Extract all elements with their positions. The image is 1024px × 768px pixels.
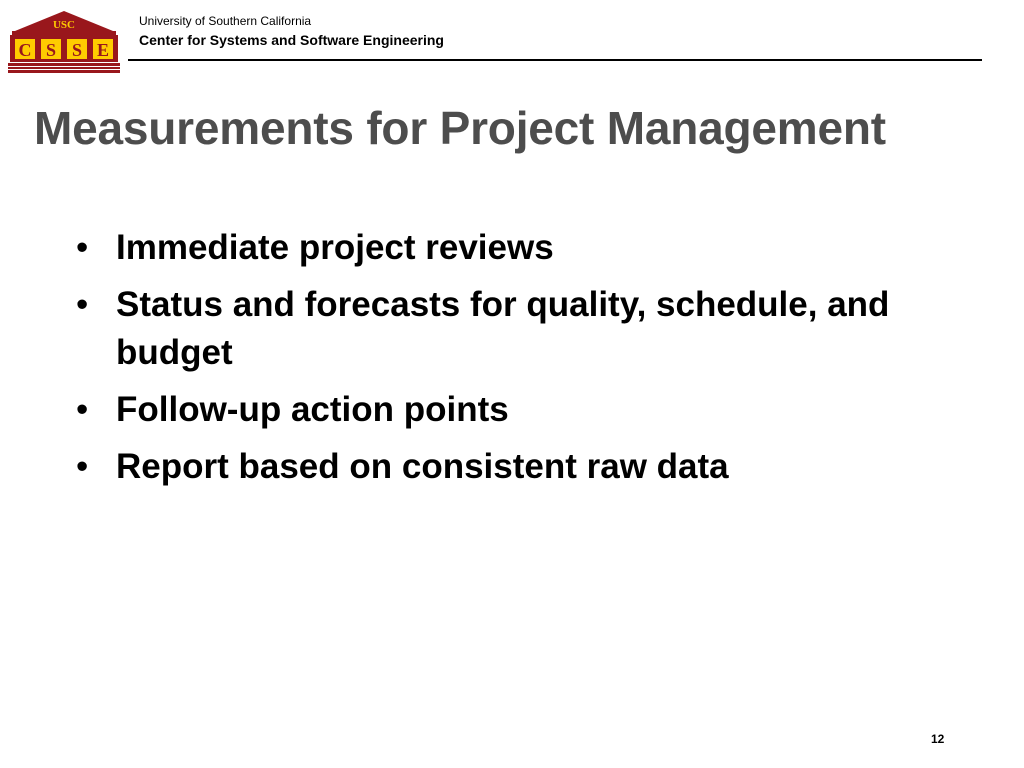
- bullet-item: [74, 281, 954, 377]
- bullet-icon: •: [76, 447, 89, 486]
- bullet-item: [74, 224, 954, 272]
- university-name: University of Southern California: [139, 14, 312, 28]
- logo-letter-s2: S: [71, 40, 83, 60]
- logo-letter-c: C: [18, 40, 32, 60]
- logo-letter-s1: S: [45, 40, 57, 60]
- header-divider: [128, 59, 982, 61]
- bullet-icon: •: [76, 228, 89, 267]
- page-number: 12: [931, 732, 945, 746]
- logo-letter-e: E: [96, 40, 110, 60]
- bullet-item: [74, 443, 954, 491]
- logo-banner-text: USC: [52, 19, 76, 31]
- bullet-text: Follow-up action points: [116, 390, 509, 429]
- center-name: Center for Systems and Software Engineering: [139, 32, 444, 48]
- bullet-list: [74, 224, 954, 500]
- bullet-item: [74, 386, 954, 434]
- bullet-text: Immediate project reviews: [116, 228, 554, 267]
- bullet-icon: •: [76, 390, 89, 429]
- bullet-icon: •: [76, 285, 89, 324]
- bullet-text: Status and forecasts for quality, schedule, and budget: [116, 285, 890, 372]
- slide-title: Measurements for Project Management: [34, 102, 886, 154]
- bullet-text: Report based on consistent raw data: [116, 447, 729, 486]
- usc-csse-logo: [8, 10, 120, 74]
